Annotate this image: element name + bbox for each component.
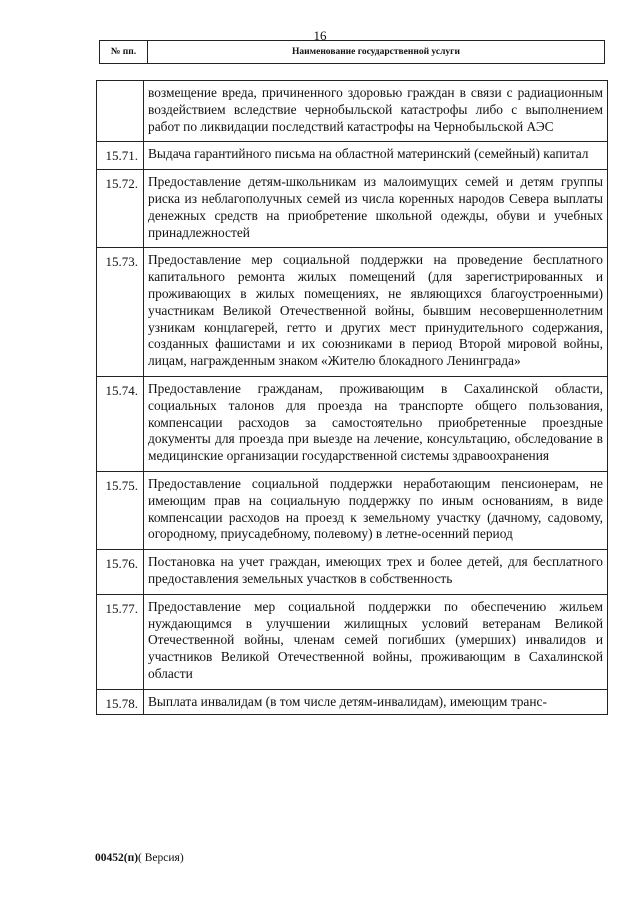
row-number: 15.77. xyxy=(97,595,144,689)
row-service-name: Предоставление мер социальной поддержки по обеспечению жильем нуждающимся в улучшении жилищных условий ветеранам Великой Отечественной войны, членам семей погибших (умерших) инвалидов и участников Великой Отечественной войны, проживающим в Сахалинской области xyxy=(148,598,603,681)
row-service-name: возмещение вреда, причиненного здоровью граждан в связи с радиационным воздействием вследствие чернобыльской катастрофы либо с выполнением работ по ликвидации последствий катастрофы на Чернобыльской АЭС xyxy=(148,85,603,134)
table-row xyxy=(97,81,607,142)
header-number-column: № пп. xyxy=(100,41,148,63)
services-table xyxy=(96,80,608,715)
row-number: 15.73. xyxy=(97,248,144,376)
row-number: 15.71. xyxy=(97,142,144,169)
page-number: 16 xyxy=(313,28,327,43)
table-row xyxy=(97,170,607,248)
table-row xyxy=(97,142,607,170)
table-row xyxy=(97,248,607,377)
table-row xyxy=(97,472,607,550)
table-header xyxy=(99,40,605,64)
row-number: 15.72. xyxy=(97,170,144,247)
row-service-name: Выплата инвалидам (в том числе детям-инвалидам), имеющим транс- xyxy=(148,693,547,709)
row-service-name: Предоставление мер социальной поддержки на проведение бесплатного капитального ремонта жилых помещений (для зарегистрированных и проживающих в жилых помещениях, не являющихся благоустроенными) участникам Великой Отечественной войны, бывшим несовершеннолетним узникам концлагерей, гетто и других мест принудительного содержания, созданных фашистами и их союзниками в период Второй мировой войны, лицам, награжденным знаком «Жителю блокадного Ленинграда» xyxy=(148,252,603,369)
row-number: 15.74. xyxy=(97,377,144,471)
row-service-name: Выдача гарантийного письма на областной материнский (семейный) капитал xyxy=(148,146,589,162)
table-row xyxy=(97,595,607,690)
row-service-name: Предоставление социальной поддержки неработающим пенсионерам, не имеющим прав на социальную поддержку по иным основаниям, в виде компенсации расходов на проезд к земельному участку (дачному, садовому, огородному, приусадебному, полевому) в летне-осенний период xyxy=(148,475,603,542)
row-service-name: Постановка на учет граждан, имеющих трех и более детей, для бесплатного предоставления земельных участков в собственность xyxy=(148,554,603,586)
document-footer xyxy=(95,852,184,864)
row-number: 15.76. xyxy=(97,550,144,594)
table-row xyxy=(97,377,607,472)
row-number: 15.75. xyxy=(97,472,144,549)
document-version-label: ( Версия) xyxy=(138,852,184,864)
row-service-name: Предоставление гражданам, проживающим в Сахалинской области, социальных талонов для проезда на транспорте общего пользования, компенсации расходов за самостоятельно приобретенные проездные документы для проезда при выезде на лечение, консультацию, обследование в медицинские организации государственной системы здравоохранения xyxy=(148,380,603,464)
header-service-name-column: Наименование государственной услуги xyxy=(292,47,460,57)
table-row xyxy=(97,690,607,715)
document-code: 00452(п) xyxy=(95,852,139,864)
row-number xyxy=(97,81,144,141)
row-number: 15.78. xyxy=(97,690,144,714)
row-service-name: Предоставление детям-школьникам из малоимущих семей и детям группы риска из неблагополучных семей из числа коренных народов Севера выплаты денежных средств на приобретение школьной одежды, обуви и учебных принадлежностей xyxy=(148,174,603,240)
table-row xyxy=(97,550,607,595)
